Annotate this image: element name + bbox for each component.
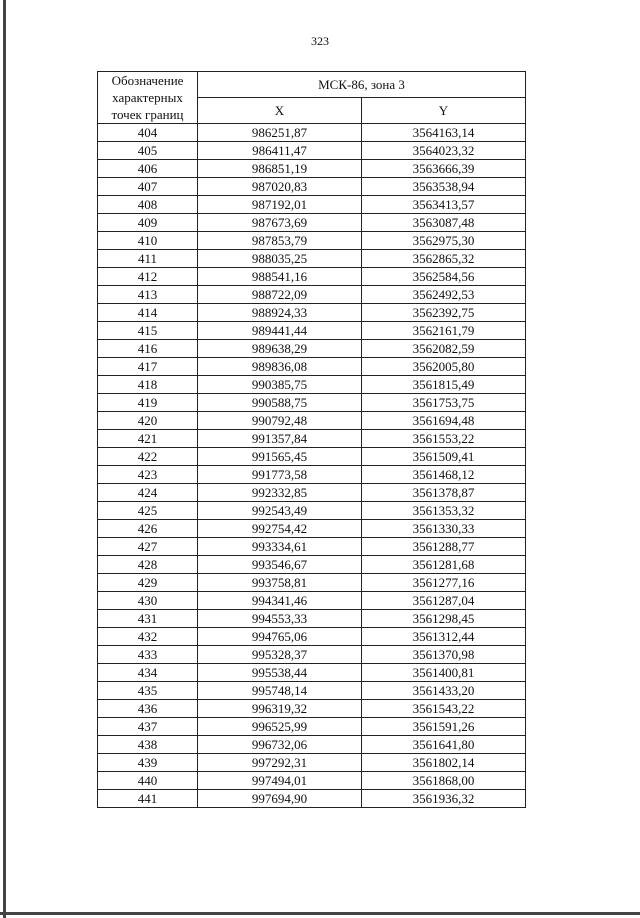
- x-cell: 992754,42: [198, 520, 362, 538]
- point-cell: 436: [98, 700, 198, 718]
- point-cell: 422: [98, 448, 198, 466]
- x-cell: 993546,67: [198, 556, 362, 574]
- table-row: [98, 322, 526, 340]
- point-cell: 405: [98, 142, 198, 160]
- x-cell: 988035,25: [198, 250, 362, 268]
- y-cell: 3562865,32: [362, 250, 526, 268]
- point-cell: 427: [98, 538, 198, 556]
- x-cell: 991565,45: [198, 448, 362, 466]
- table-row: [98, 142, 526, 160]
- y-cell: 3561553,22: [362, 430, 526, 448]
- table-row: [98, 754, 526, 772]
- x-cell: 990792,48: [198, 412, 362, 430]
- table-row: [98, 124, 526, 142]
- point-cell: 431: [98, 610, 198, 628]
- y-cell: 3562975,30: [362, 232, 526, 250]
- point-cell: 438: [98, 736, 198, 754]
- point-cell: 415: [98, 322, 198, 340]
- point-cell: 413: [98, 286, 198, 304]
- point-cell: 420: [98, 412, 198, 430]
- table-row: [98, 502, 526, 520]
- coordinates-table: [97, 71, 526, 808]
- table-row: [98, 646, 526, 664]
- x-cell: 992543,49: [198, 502, 362, 520]
- table-row: [98, 232, 526, 250]
- x-cell: 987192,01: [198, 196, 362, 214]
- table-row: [98, 358, 526, 376]
- y-cell: 3561543,22: [362, 700, 526, 718]
- y-cell: 3562392,75: [362, 304, 526, 322]
- y-cell: 3561753,75: [362, 394, 526, 412]
- y-cell: 3564163,14: [362, 124, 526, 142]
- header-y: Y: [362, 98, 526, 124]
- x-cell: 986851,19: [198, 160, 362, 178]
- x-cell: 993758,81: [198, 574, 362, 592]
- table-row: [98, 196, 526, 214]
- y-cell: 3561936,32: [362, 790, 526, 808]
- point-cell: 416: [98, 340, 198, 358]
- scan-border-left: [3, 0, 6, 918]
- table-row: [98, 574, 526, 592]
- y-cell: 3561641,80: [362, 736, 526, 754]
- x-cell: 991773,58: [198, 466, 362, 484]
- header-x: X: [198, 98, 362, 124]
- point-cell: 412: [98, 268, 198, 286]
- point-cell: 410: [98, 232, 198, 250]
- table-row: [98, 160, 526, 178]
- table-row: [98, 556, 526, 574]
- point-cell: 429: [98, 574, 198, 592]
- table-body: [98, 124, 526, 808]
- point-cell: 408: [98, 196, 198, 214]
- y-cell: 3561378,87: [362, 484, 526, 502]
- y-cell: 3561298,45: [362, 610, 526, 628]
- table-row: [98, 214, 526, 232]
- x-cell: 997292,31: [198, 754, 362, 772]
- point-cell: 434: [98, 664, 198, 682]
- point-cell: 441: [98, 790, 198, 808]
- point-cell: 439: [98, 754, 198, 772]
- y-cell: 3561330,33: [362, 520, 526, 538]
- x-cell: 990588,75: [198, 394, 362, 412]
- table-row: [98, 286, 526, 304]
- y-cell: 3561370,98: [362, 646, 526, 664]
- y-cell: 3563413,57: [362, 196, 526, 214]
- point-cell: 432: [98, 628, 198, 646]
- x-cell: 996525,99: [198, 718, 362, 736]
- point-cell: 433: [98, 646, 198, 664]
- table-row: [98, 448, 526, 466]
- table-row: [98, 304, 526, 322]
- table-row: [98, 700, 526, 718]
- x-cell: 994765,06: [198, 628, 362, 646]
- x-cell: 988722,09: [198, 286, 362, 304]
- table-row: [98, 520, 526, 538]
- table-row: [98, 718, 526, 736]
- x-cell: 989836,08: [198, 358, 362, 376]
- y-cell: 3561281,68: [362, 556, 526, 574]
- x-cell: 993334,61: [198, 538, 362, 556]
- point-cell: 424: [98, 484, 198, 502]
- table-row: [98, 484, 526, 502]
- x-cell: 989638,29: [198, 340, 362, 358]
- table-row: [98, 664, 526, 682]
- y-cell: 3561802,14: [362, 754, 526, 772]
- y-cell: 3561591,26: [362, 718, 526, 736]
- header-point-line: Обозначение: [111, 73, 184, 88]
- x-cell: 988924,33: [198, 304, 362, 322]
- y-cell: 3563087,48: [362, 214, 526, 232]
- point-cell: 417: [98, 358, 198, 376]
- table-row: [98, 538, 526, 556]
- point-cell: 409: [98, 214, 198, 232]
- point-cell: 404: [98, 124, 198, 142]
- table-row: [98, 268, 526, 286]
- point-cell: 440: [98, 772, 198, 790]
- y-cell: 3561815,49: [362, 376, 526, 394]
- x-cell: 996319,32: [198, 700, 362, 718]
- x-cell: 994341,46: [198, 592, 362, 610]
- y-cell: 3561312,44: [362, 628, 526, 646]
- y-cell: 3561400,81: [362, 664, 526, 682]
- y-cell: 3561288,77: [362, 538, 526, 556]
- table-row: [98, 376, 526, 394]
- x-cell: 987020,83: [198, 178, 362, 196]
- x-cell: 986251,87: [198, 124, 362, 142]
- y-cell: 3561509,41: [362, 448, 526, 466]
- table-row: [98, 610, 526, 628]
- x-cell: 992332,85: [198, 484, 362, 502]
- table-row: [98, 682, 526, 700]
- point-cell: 414: [98, 304, 198, 322]
- table-row: [98, 430, 526, 448]
- point-cell: 426: [98, 520, 198, 538]
- table-row: [98, 340, 526, 358]
- x-cell: 989441,44: [198, 322, 362, 340]
- table-row: [98, 628, 526, 646]
- y-cell: 3561468,12: [362, 466, 526, 484]
- x-cell: 991357,84: [198, 430, 362, 448]
- table-row: [98, 736, 526, 754]
- x-cell: 995538,44: [198, 664, 362, 682]
- y-cell: 3561433,20: [362, 682, 526, 700]
- header-point-designation: [98, 72, 198, 124]
- table-row: [98, 790, 526, 808]
- point-cell: 419: [98, 394, 198, 412]
- y-cell: 3561868,00: [362, 772, 526, 790]
- x-cell: 997694,90: [198, 790, 362, 808]
- x-cell: 997494,01: [198, 772, 362, 790]
- y-cell: 3561353,32: [362, 502, 526, 520]
- y-cell: 3562082,59: [362, 340, 526, 358]
- table-header: [98, 72, 526, 124]
- point-cell: 423: [98, 466, 198, 484]
- table-row: [98, 772, 526, 790]
- table-row: [98, 466, 526, 484]
- y-cell: 3561287,04: [362, 592, 526, 610]
- header-point-line: характерных: [112, 90, 183, 105]
- point-cell: 430: [98, 592, 198, 610]
- point-cell: 425: [98, 502, 198, 520]
- point-cell: 435: [98, 682, 198, 700]
- point-cell: 411: [98, 250, 198, 268]
- x-cell: 987853,79: [198, 232, 362, 250]
- x-cell: 996732,06: [198, 736, 362, 754]
- x-cell: 988541,16: [198, 268, 362, 286]
- point-cell: 406: [98, 160, 198, 178]
- header-point-line: точек границ: [111, 107, 184, 122]
- x-cell: 990385,75: [198, 376, 362, 394]
- y-cell: 3564023,32: [362, 142, 526, 160]
- x-cell: 995748,14: [198, 682, 362, 700]
- table-row: [98, 394, 526, 412]
- x-cell: 994553,33: [198, 610, 362, 628]
- y-cell: 3563538,94: [362, 178, 526, 196]
- table-row: [98, 250, 526, 268]
- y-cell: 3562492,53: [362, 286, 526, 304]
- x-cell: 986411,47: [198, 142, 362, 160]
- point-cell: 407: [98, 178, 198, 196]
- y-cell: 3562005,80: [362, 358, 526, 376]
- table-row: [98, 178, 526, 196]
- y-cell: 3562584,56: [362, 268, 526, 286]
- point-cell: 428: [98, 556, 198, 574]
- x-cell: 995328,37: [198, 646, 362, 664]
- point-cell: 421: [98, 430, 198, 448]
- x-cell: 987673,69: [198, 214, 362, 232]
- header-coordinate-system: МСК-86, зона 3: [198, 72, 526, 98]
- table-row: [98, 592, 526, 610]
- y-cell: 3562161,79: [362, 322, 526, 340]
- scan-border-bottom: [0, 912, 640, 915]
- y-cell: 3561277,16: [362, 574, 526, 592]
- point-cell: 437: [98, 718, 198, 736]
- table-row: [98, 412, 526, 430]
- page-number: 323: [311, 34, 329, 48]
- y-cell: 3561694,48: [362, 412, 526, 430]
- point-cell: 418: [98, 376, 198, 394]
- y-cell: 3563666,39: [362, 160, 526, 178]
